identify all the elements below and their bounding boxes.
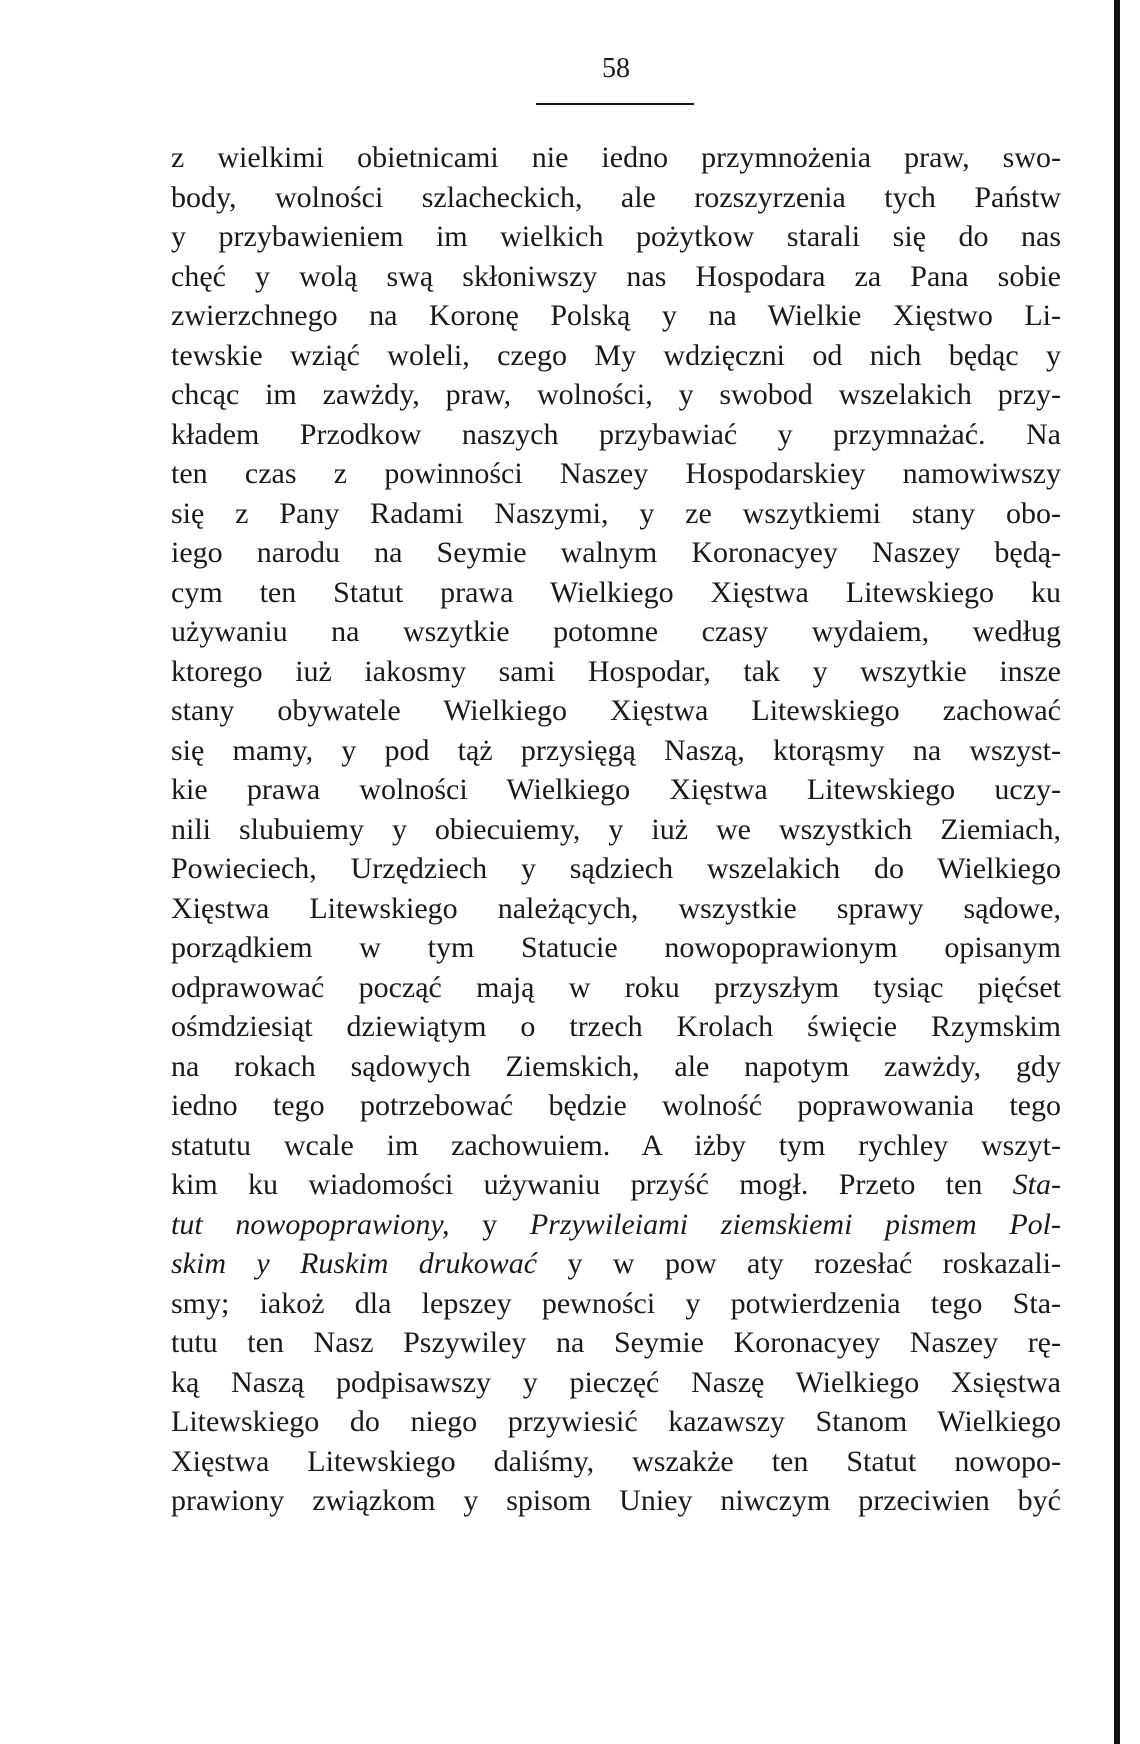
text-line-mixed — [171, 1165, 1061, 1205]
text-line: z wielkimi obietnicami nie iedno przymnożenia praw, swo- — [171, 141, 1061, 174]
text-line: się mamy, y pod tąż przysięgą Naszą, ktorąsmy na wszyst- — [171, 733, 1061, 767]
text-segment: y — [449, 1207, 530, 1241]
text-line: stany obywatele Wielkiego Xięstwa Litewskiego zachować — [171, 694, 1061, 727]
text-line: iedno tego potrzebować będzie wolność poprawowania tego — [171, 1089, 1061, 1122]
text-line: porządkiem w tym Statucie nowopoprawionym opisanym — [171, 931, 1061, 964]
text-line: tewskie wziąć woleli, czego My wdzięczni od nich będąc y — [171, 338, 1061, 372]
text-line: body, wolności szlacheckich, ale rozszyrzenia tych Państw — [171, 180, 1061, 214]
text-line: Powieciech, Urzędziech y sądziech wszelakich do Wielkiego — [171, 852, 1061, 885]
text-line: używaniu na wszytkie potomne czasy wydaiem, według — [171, 615, 1061, 648]
text-line: smy; iakoż dla lepszey pewności y potwierdzenia tego Sta- — [171, 1286, 1061, 1320]
italic-segment: Przywileiami ziemskiemi pismem Pol- — [529, 1207, 1061, 1241]
text-segment: y w pow aty rozesłać roskazali- — [537, 1247, 1061, 1280]
text-line: ką Naszą podpisawszy y pieczęć Naszę Wielkiego Xsięstwa — [171, 1365, 1061, 1399]
text-segment: kim ku wiadomości używaniu przyść mogł. Przeto ten — [171, 1168, 1013, 1201]
text-line: na rokach sądowych Ziemskich, ale napotym zawżdy, gdy — [171, 1049, 1061, 1083]
italic-segment: Sta- — [1012, 1168, 1061, 1201]
text-line: ktorego iuż iakosmy sami Hospodar, tak y wszytkie insze — [171, 654, 1061, 688]
text-line: prawiony związkom y spisom Uniey niwczym przeciwien być — [171, 1484, 1061, 1517]
text-line: zwierzchnego na Koronę Polską y na Wielkie Xięstwo Li- — [171, 299, 1061, 332]
text-line: Xięstwa Litewskiego daliśmy, wszakże ten Statut nowopo- — [171, 1444, 1061, 1478]
text-line: iego narodu na Seymie walnym Koronacyey Naszey będą- — [171, 536, 1061, 569]
page-number: 58 — [602, 53, 630, 84]
text-line: ośmdziesiąt dziewiątym o trzech Krolach święcie Rzymskim — [171, 1010, 1061, 1043]
text-line: y przybawieniem im wielkich pożytkow starali się do nas — [171, 220, 1061, 253]
text-line-mixed — [171, 1244, 1061, 1284]
text-line: statutu wcale im zachowuiem. A iżby tym rychley wszyt- — [171, 1128, 1061, 1162]
italic-segment: tut nowopoprawiony, — [171, 1207, 450, 1241]
text-line: ten czas z powinności Naszey Hospodarskiey namowiwszy — [171, 457, 1061, 490]
text-line: odprawować począć mają w roku przyszłym tysiąc pięćset — [171, 970, 1061, 1004]
text-line: tutu ten Nasz Pszywiley na Seymie Koronacyey Naszey rę- — [171, 1326, 1061, 1359]
text-line: cym ten Statut prawa Wielkiego Xięstwa Litewskiego ku — [171, 575, 1061, 609]
text-line: Litewskiego do niego przywiesić kazawszy Stanom Wielkiego — [171, 1405, 1061, 1438]
text-line: kie prawa wolności Wielkiego Xięstwa Litewskiego uczy- — [171, 773, 1061, 806]
text-line: nili slubuiemy y obiecuiemy, y iuż we wszystkich Ziemiach, — [171, 812, 1061, 846]
body-text — [171, 138, 1061, 1521]
page-edge-rule — [1114, 0, 1120, 1744]
text-line: kładem Przodkow naszych przybawiać y przymnażać. Na — [171, 417, 1061, 451]
italic-segment: skim y Ruskim drukować — [171, 1247, 538, 1280]
text-line: Xięstwa Litewskiego należących, wszystkie sprawy sądowe, — [171, 891, 1061, 925]
page-number-underline — [536, 103, 694, 105]
text-line: się z Pany Radami Naszymi, y ze wszytkiemi stany obo- — [171, 496, 1061, 530]
text-line: chęć y wolą swą skłoniwszy nas Hospodara za Pana sobie — [171, 259, 1061, 293]
text-line-mixed — [171, 1205, 1061, 1245]
text-line: chcąc im zawżdy, praw, wolności, y swobod wszelakich przy- — [171, 378, 1061, 411]
